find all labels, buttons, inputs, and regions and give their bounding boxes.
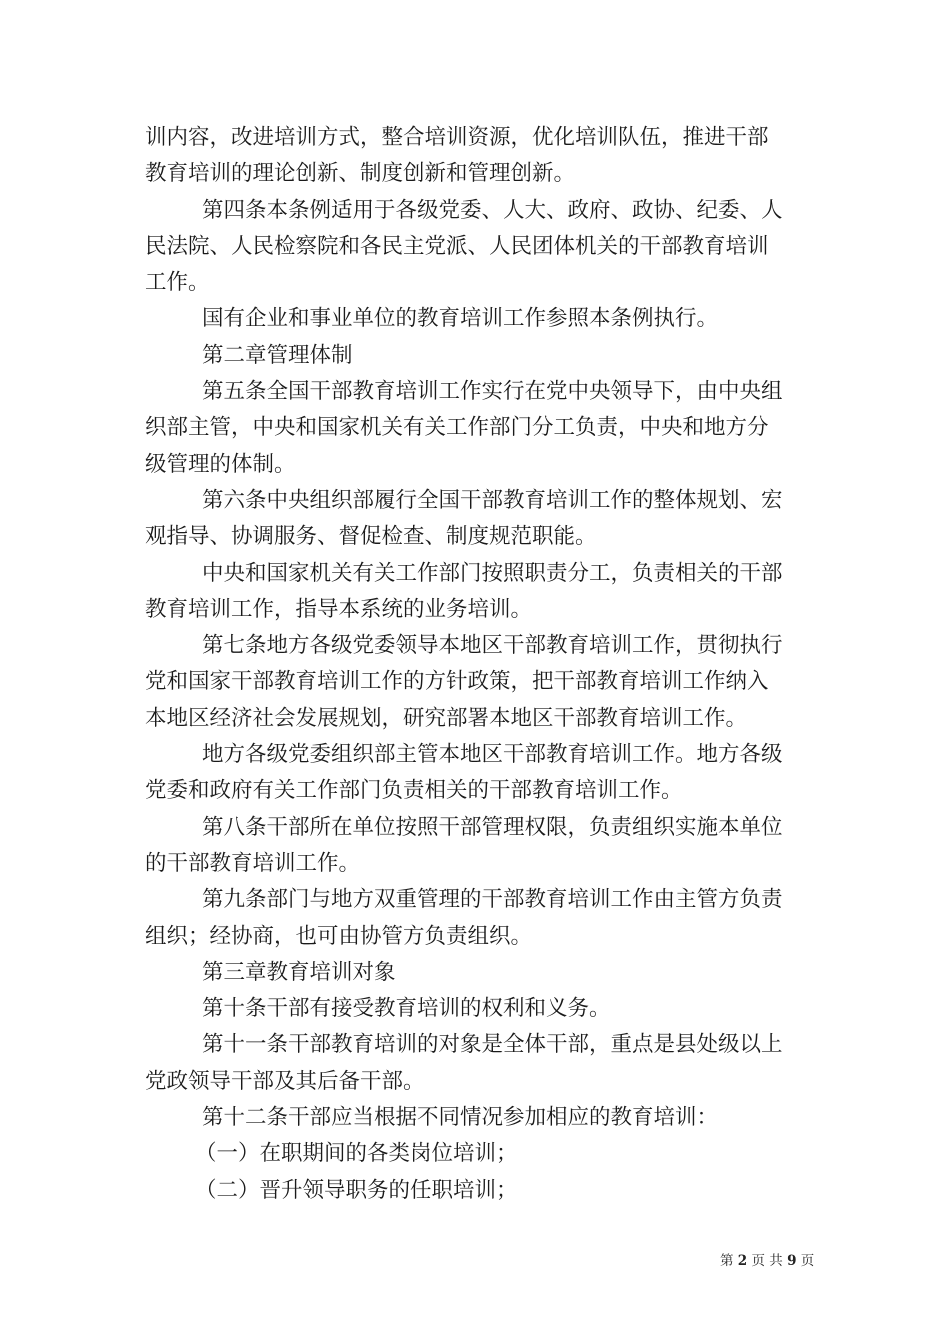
- document-body: [145, 120, 807, 1209]
- paragraph-line: 第十条干部有接受教育培训的权利和义务。: [202, 996, 611, 1022]
- paragraph-line: 党委和政府有关工作部门负责相关的干部教育培训工作。: [145, 778, 683, 804]
- paragraph-line: 第五条全国干部教育培训工作实行在党中央领导下，由中央组: [202, 379, 783, 405]
- paragraph-line: 第十二条干部应当根据不同情况参加相应的教育培训：: [202, 1105, 719, 1131]
- chapter-heading: 第三章教育培训对象: [202, 959, 396, 985]
- paragraph-line: 国有企业和事业单位的教育培训工作参照本条例执行。: [202, 306, 719, 332]
- page-number-middle: 页 共: [751, 1253, 783, 1269]
- paragraph-line: 第九条部门与地方双重管理的干部教育培训工作由主管方负责: [202, 887, 783, 913]
- chapter-heading: 第二章管理体制: [202, 342, 353, 368]
- paragraph-line: 第十一条干部教育培训的对象是全体干部，重点是县处级以上: [202, 1032, 783, 1058]
- paragraph-line: 教育培训的理论创新、制度创新和管理创新。: [145, 161, 576, 187]
- current-page: 2: [737, 1253, 748, 1269]
- page-number-suffix: 页: [800, 1253, 815, 1269]
- list-item: （二）晋升领导职务的任职培训；: [195, 1177, 518, 1203]
- paragraph-line: 民法院、人民检察院和各民主党派、人民团体机关的干部教育培训: [145, 233, 769, 259]
- paragraph-line: 的干部教育培训工作。: [145, 850, 361, 876]
- paragraph-line: 教育培训工作，指导本系统的业务培训。: [145, 596, 533, 622]
- paragraph-line: 工作。: [145, 270, 210, 296]
- paragraph-line: 第四条本条例适用于各级党委、人大、政府、政协、纪委、人: [202, 197, 783, 223]
- paragraph-line: 织部主管，中央和国家机关有关工作部门分工负责，中央和地方分: [145, 415, 769, 441]
- page-number: [720, 1249, 814, 1269]
- paragraph-line: 第六条中央组织部履行全国干部教育培训工作的整体规划、宏: [202, 487, 783, 513]
- paragraph-line: 第七条地方各级党委领导本地区干部教育培训工作，贯彻执行: [202, 633, 783, 659]
- paragraph-line: 本地区经济社会发展规划，研究部署本地区干部教育培训工作。: [145, 705, 748, 731]
- paragraph-line: 级管理的体制。: [145, 451, 296, 477]
- paragraph-line: 党和国家干部教育培训工作的方针政策，把干部教育培训工作纳入: [145, 669, 769, 695]
- page-number-prefix: 第: [720, 1253, 734, 1269]
- paragraph-line: 地方各级党委组织部主管本地区干部教育培训工作。地方各级: [202, 742, 783, 768]
- paragraph-line: 观指导、协调服务、督促检查、制度规范职能。: [145, 524, 597, 550]
- paragraph-line: 第八条干部所在单位按照干部管理权限，负责组织实施本单位: [202, 814, 783, 840]
- total-pages: 9: [787, 1253, 797, 1269]
- paragraph-line: 训内容，改进培训方式，整合培训资源，优化培训队伍，推进干部: [145, 125, 769, 150]
- paragraph-line: 中央和国家机关有关工作部门按照职责分工，负责相关的干部: [202, 560, 783, 586]
- paragraph-line: 组织；经协商，也可由协管方负责组织。: [145, 923, 533, 949]
- list-item: （一）在职期间的各类岗位培训；: [195, 1141, 518, 1167]
- paragraph-line: 党政领导干部及其后备干部。: [145, 1068, 425, 1094]
